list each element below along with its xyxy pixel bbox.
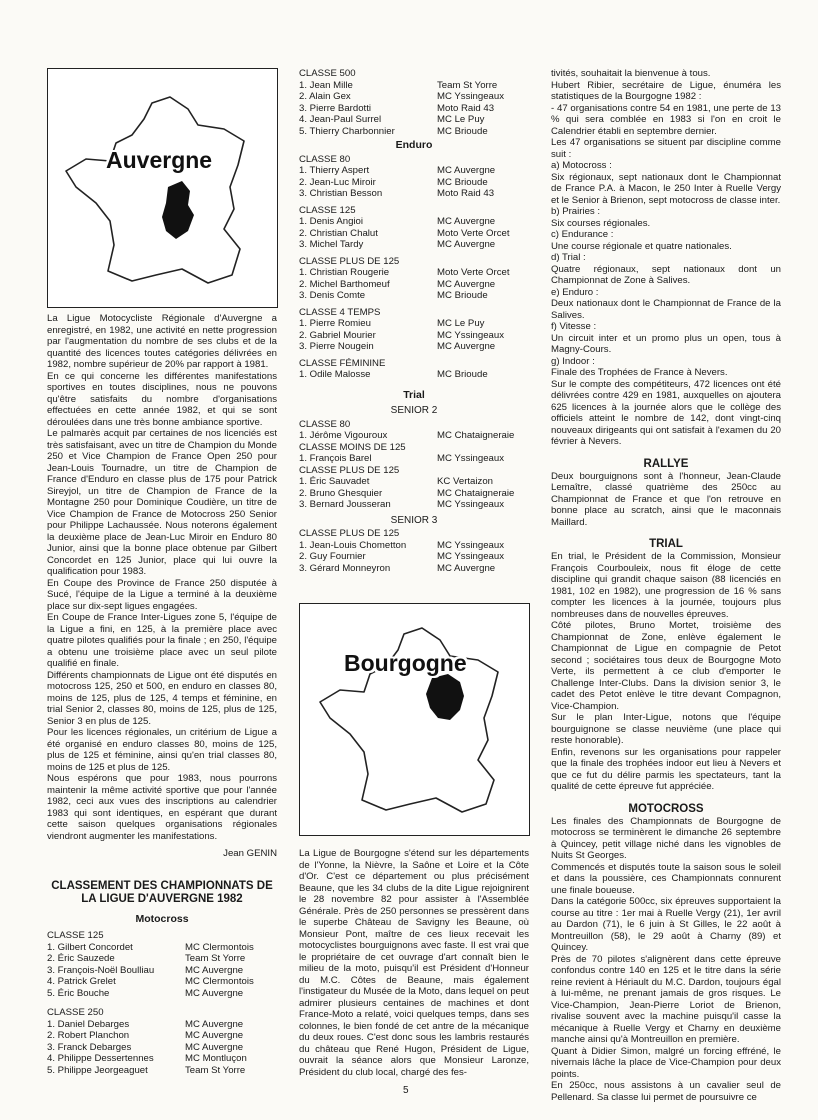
auvergne-france-map: [48, 69, 277, 307]
result-row: 1. Pierre Romieu MC Le Puy: [299, 318, 485, 329]
motocross-paragraph: Les finales des Championnats de Bourgogne de motocross se terminèrent le dimanche 26 septembre à Quincey, petit village niché dans les vignobles de Nuits St Georges.: [551, 815, 781, 861]
bourgogne-text-line: b) Prairies :: [551, 206, 601, 217]
bourgogne-text-line: d) Trial :: [551, 252, 586, 263]
bourgogne-intro: La Ligue de Bourgogne s'étend sur les départements de l'Yonne, la Nièvre, la Saône et Loire et la Côte d'Or. C'est ce département ou plus précisément Beaune, que les 34 clubs de la dite Ligue rejoignirent le 28 novembre 82 pour assister à l'Assemblée Générale. Près de 250 personnes se pressèrent dans le superbe Château de Savigny les Beaune, où Monsieur Pont, maître de ces lieux recevait les motocyclistes bourguignons avec faste. Il est vrai que le propriétaire de cet ouvrage d'art connaît bien le milieu de la moto, puisqu'il est Président d'Honneur du M.C. Côtes de Beaune, mais également l'instigateur du Musée de la Moto, dans lequel on peut admirer plusieurs centaines de machines et dont France-Moto a relaté, voici quelques temps, dans ses colonnes, le bien fondé de cet antre de la mécanique du deux roues. C'est donc sous les lambris restaurés du château que René Hugon, Président de Ligue, ouvrait la séance alors que Monsieur Laronze, Président du club local, chargé des fes-: [299, 848, 529, 1078]
result-row: 3. Pierre Nougein MC Auvergne: [299, 341, 496, 352]
bourgogne-map-label: Bourgogne: [344, 650, 467, 676]
auvergne-map-box: [47, 68, 278, 308]
bourgogne-text-line: Six courses régionales.: [551, 217, 651, 229]
auvergne-intro-p1: La Ligue Motocycliste Régionale d'Auvergne a enregistré, en 1982, une activité en nette progression par l'augmentation du nombre de ses clubs et de la quantité des licences toutes catégories délivrées en 1982, nombre supérieur de 20% par rapport à 1981.: [47, 313, 277, 370]
motocross-paragraph: Quant à Didier Simon, malgré un forcing effréné, le nivernais lâche la place de Vice-Champion pour deux points.: [551, 1045, 781, 1080]
result-row: 2. Éric Sauzede Team St Yorre: [47, 953, 246, 964]
column-1: [47, 313, 277, 1076]
result-row: 1. Denis Angioi MC Auvergne: [299, 216, 496, 227]
result-row: 2. Jean-Luc Miroir MC Brioude: [299, 176, 488, 188]
result-row: 2. Robert Planchon MC Auvergne: [47, 1030, 244, 1041]
trial-paragraph: Enfin, revenons sur les organisations pour rappeler que la finale des trophées indoor eut lieu à Nevers et que ce fut du délire parmis les spectateurs, tant la qualité de cette épreuve fut appréciée.: [551, 746, 781, 792]
trial-heading: Trial: [403, 388, 425, 401]
bourgogne-text-line: tivités, souhaitait la bienvenue à tous.: [551, 68, 711, 79]
auvergne-intro-p6: Différents championnats de Ligue ont été disputés en motocross 125, 250 et 500, en enduro en classes 80, moins de 125, plus de 125, 4 temps et féminine, en trial Senior 2, classes 80, moins de 125, plus de 125, Senior 3 en plus de 125.: [47, 669, 277, 727]
result-row: 4. Jean-Paul Surrel MC Le Puy: [299, 114, 485, 125]
result-row: 3. Christian Besson Moto Raid 43: [299, 188, 495, 199]
result-row: 3. Denis Comte MC Brioude: [299, 290, 488, 301]
rallye-text: Deux bourguignons sont à l'honneur, Jean-Claude Lemaître, classé quatrième des 250cc au Championnat de France et que l'on retrouve en bonne place au scratch, ainsi que le maconnais Maillard.: [551, 470, 781, 528]
bourgogne-france-map: [300, 604, 529, 835]
column-3: [551, 68, 781, 1103]
category-title: CLASSE 125: [299, 204, 356, 216]
motocross-paragraph: Près de 70 pilotes s'alignèrent dans cette épreuve confondus contre 140 en 125 et le titre dans la série reine revient à Hériault du M.C. Dardon, toujours égal à lui-même, ne prenant jamais de gros risques. Le Vice-Champion, Jean-Pierre Loriot de Brienon, rivalise souvent avec la machine puisqu'il casse la mécanique à Ruelle Vergy et Charny en deuxième manche ainsi qu'à Montreuillon en première.: [551, 953, 781, 1045]
result-row: 1. Odile Malosse MC Brioude: [299, 369, 488, 380]
column-2-bottom: [299, 848, 529, 1078]
bourgogne-text-line: Quatre régionaux, sept nationaux dont un Championnat de Zone à Salives.: [551, 263, 781, 286]
category-title: CLASSE PLUS DE 125: [299, 464, 400, 476]
auvergne-intro-p5: En Coupe de France Inter-Ligues zone 5, l'équipe de la Ligue a fini, en 125, à la première place avec quatre pilotes qualifiés pour la finale ; en 250, l'équipe a obtenu une troisième place avec un seul pilote qualifié en finale.: [47, 612, 277, 669]
bourgogne-text-line: Six régionaux, sept nationaux dont le Championnat de France P.A. à Macon, le 250 Inter à Ruelle Vergy et le Senior à Brienon, sept motocross de classe inter.: [551, 171, 781, 206]
category-title: CLASSE PLUS DE 125: [299, 528, 400, 539]
bourgogne-text-line: Une course régionale et quatre nationales.: [551, 240, 732, 252]
result-row: 1. Thierry Aspert MC Auvergne: [299, 165, 496, 176]
trial-paragraph: En trial, le Président de la Commission, Monsieur François Courbouleix, nous fit éloge de cette discipline qui grandit chaque saison (88 licenciés en 1981, 102 en 1982), une progression de 16 % sans compter les licences à la journée, toujours plus nombreuses dans de nouvelles épreuves.: [551, 551, 781, 620]
result-row: 2. Guy Fournier MC Yssingeaux: [299, 551, 505, 562]
result-row: 5. Philippe Jeorgeaguet Team St Yorre: [47, 1064, 246, 1076]
bourgogne-text-line: Sur le compte des compétiteurs, 472 licences ont été délivrées contre 429 en 1981, auxquelles on ajoutera 625 licences à la journée alors que le collège des officiels atteint le nombre de 142, dont vingt-cinq nouveaux dirigeants qui ont satisfait à l'examen du 20 février à Nevers.: [551, 378, 781, 447]
result-row: 3. François-Noël Boulliau MC Auvergne: [47, 964, 244, 976]
trial-paragraph: Côté pilotes, Bruno Mortet, troisième des Championnat de Zone, enlève également le Championnat de Ligue en compagnie de Petot second ; sociétaires tous deux de Bourgogne Moto Verte, ils permettent à ce club d'emporter le Challenge Inter-Clubs. Dans la division senior 3, le cadet des Petot enlève le titre devant Compagnon, Vice-Champion.: [551, 620, 781, 712]
bourgogne-text-line: Finale des Trophées de France à Nevers.: [551, 367, 728, 378]
result-row: 1. Jean-Louis Chometton MC Yssingeaux: [299, 539, 505, 551]
category-title: CLASSE 80: [299, 153, 351, 165]
bourgogne-map-box: [299, 603, 530, 836]
result-row: 3. Pierre Bardotti Moto Raid 43: [299, 102, 495, 114]
result-row: 4. Philippe Dessertennes MC Montluçon: [47, 1053, 247, 1064]
auvergne-map-label: Auvergne: [106, 147, 213, 173]
result-row: 2. Gabriel Mourier MC Yssingeaux: [299, 329, 505, 341]
trial-paragraph: Sur le plan Inter-Ligue, notons que l'équipe bourguignone se classe neuvième (une place qui reste honorable).: [551, 712, 781, 746]
category-title: CLASSE 125: [47, 930, 104, 941]
result-row: 3. Gérard Monneyron MC Auvergne: [299, 562, 496, 574]
column-2: [299, 68, 529, 574]
bourgogne-text-line: e) Enduro :: [551, 286, 599, 298]
result-row: 1. François Barel MC Yssingeaux: [299, 453, 505, 464]
classement-title: CLASSEMENT DES CHAMPIONNATS DE LA LIGUE D'AUVERGNE 1982: [51, 879, 273, 905]
result-row: 2. Bruno Ghesquier MC Chataigneraie: [299, 487, 515, 499]
category-title: CLASSE FÉMININE: [299, 357, 386, 369]
result-row: 3. Bernard Jousseran MC Yssingeaux: [299, 499, 505, 510]
result-row: 3. Michel Tardy MC Auvergne: [299, 239, 496, 250]
bourgogne-text-line: f) Vitesse :: [551, 321, 597, 332]
result-row: 5. Thierry Charbonnier MC Brioude: [299, 125, 488, 137]
result-row: 4. Patrick Grelet MC Clermontois: [47, 976, 254, 987]
senior3-heading: SENIOR 3: [390, 514, 438, 526]
auvergne-intro-p3: Le palmarès acquit par certaines de nos licenciés est très satisfaisant, avec un titre de Champion du Monde 250 et Vice Champion de France Open 250 pour Jean-Louis Tournadre, un titre de Champion de France d'Enduro en classe plus de 175 pour Patrick Sireyjol, un titre de Champion de France de la Montagne 250 pour Dominique Coudière, un titre de Vice Champion de France de Motocross 250 Senior pour Philippe Lachaussée. Nous noterons également la deuxième place de Jean-Luc Miroir en Enduro 80 Junior, ainsi que la bonne place obtenue par Gilbert Concordet en 125 Junior, place qui lui ouvre la qualification pour 1983.: [47, 428, 277, 577]
category-title: CLASSE 250: [47, 1007, 104, 1018]
bourgogne-text-line: Hubert Ribier, secrétaire de Ligue, énuméra les statistiques de la Bourgogne 1982 :: [551, 79, 781, 102]
bourgogne-text-line: a) Motocross :: [551, 160, 612, 171]
auvergne-intro-p4: En Coupe des Province de France 250 disputée à Sucé, l'équipe de la Ligue a terminé à la deuxième place sur dix-sept ligues engagées.: [47, 577, 277, 612]
enduro-heading: Enduro: [395, 139, 433, 151]
category-title: CLASSE 500: [299, 68, 356, 79]
senior2-heading: SENIOR 2: [390, 405, 438, 416]
bourgogne-text-line: Les 47 organisations se situent par discipline comme suit :: [551, 137, 781, 160]
motocross-paragraph: Commencés et disputés toute la saison sous le soleil et dans la poussière, ces Championnats connurent une finale boueuse.: [551, 861, 781, 896]
motocross-section-heading: MOTOCROSS: [628, 802, 704, 815]
rallye-heading: RALLYE: [643, 457, 689, 470]
page-number: 5: [403, 1085, 409, 1096]
trial-section-heading: TRIAL: [649, 538, 683, 550]
result-row: 1. Éric Sauvadet KC Vertaizon: [299, 476, 493, 487]
auvergne-intro-p2: En ce qui concerne les différentes manifestations sportives en toutes disciplines, nous ne pouvons qu'être satisfaits du nombre d'organisations effectuées en cette année 1982, et qui se sont déroulées dans une très bonne ambiance sportive.: [47, 370, 277, 428]
result-row: 1. Gilbert Concordet MC Clermontois: [47, 941, 254, 953]
motocross-paragraph: En 250cc, nous assistons à un cavalier seul de Pellenard. Sa classe lui permet de poursuivre ce: [551, 1080, 781, 1103]
result-row: 5. Éric Bouche MC Auvergne: [47, 987, 244, 999]
result-row: 1. Daniel Debarges MC Auvergne: [47, 1018, 244, 1030]
category-title: CLASSE PLUS DE 125: [299, 255, 400, 267]
motocross-heading: Motocross: [135, 912, 189, 925]
result-row: 1. Jean Mille Team St Yorre: [299, 79, 498, 91]
result-row: 2. Christian Chalut Moto Verte Orcet: [299, 227, 510, 239]
result-row: 2. Michel Barthomeuf MC Auvergne: [299, 278, 496, 290]
bourgogne-text-line: g) Indoor :: [551, 355, 595, 367]
category-title: CLASSE 4 TEMPS: [299, 306, 381, 318]
result-row: 3. Franck Debarges MC Auvergne: [47, 1041, 244, 1053]
bourgogne-text-line: - 47 organisations contre 54 en 1981, une perte de 13 % qui sera comblée en 1983 si l'on en croit le Calendrier établi en septembre dernier.: [551, 102, 781, 137]
bourgogne-text-line: c) Endurance :: [551, 229, 614, 240]
auvergne-intro-p7: Pour les licences régionales, un critérium de Ligue a été organisé en enduro classes 80, moins de 125, plus de 125 et féminine, ainsi qu'en trial classes 80, moins de 125 et plus de 125.: [47, 727, 277, 773]
motocross-paragraph: Dans la catégorie 500cc, six épreuves supportaient la course au titre : 1er mai à Ruelle Vergy (21), 1er avril au Dardon (71), le 6 juin à St Gilles, le 22 août à Montreuillon (58), le 29 août à Charny (89) et Quincey.: [551, 896, 781, 953]
category-title: CLASSE MOINS DE 125: [299, 441, 406, 453]
result-row: 2. Alain Gex MC Yssingeaux: [299, 91, 505, 102]
author-signature: Jean GENIN: [223, 848, 277, 859]
auvergne-intro-p8: Nous espérons que pour 1983, nous pourrons maintenir la même activité sportive que pour l'année 1982, ceci aux vues des inscriptions au calendrier 1983 qui sont identiques, en espérant que durant cette saison quelques organisations régionales viendront augmenter les manifestations.: [47, 773, 277, 842]
result-row: 1. Jérôme Vigouroux MC Chataigneraie: [299, 430, 515, 441]
bourgogne-text-line: Un circuit inter et un promo plus un open, tous à Magny-Cours.: [551, 332, 781, 355]
bourgogne-text-line: Deux nationaux dont le Championnat de France de la Salives.: [551, 298, 781, 321]
category-title: CLASSE 80: [299, 418, 351, 430]
result-row: 1. Christian Rougerie Moto Verte Orcet: [299, 267, 510, 278]
